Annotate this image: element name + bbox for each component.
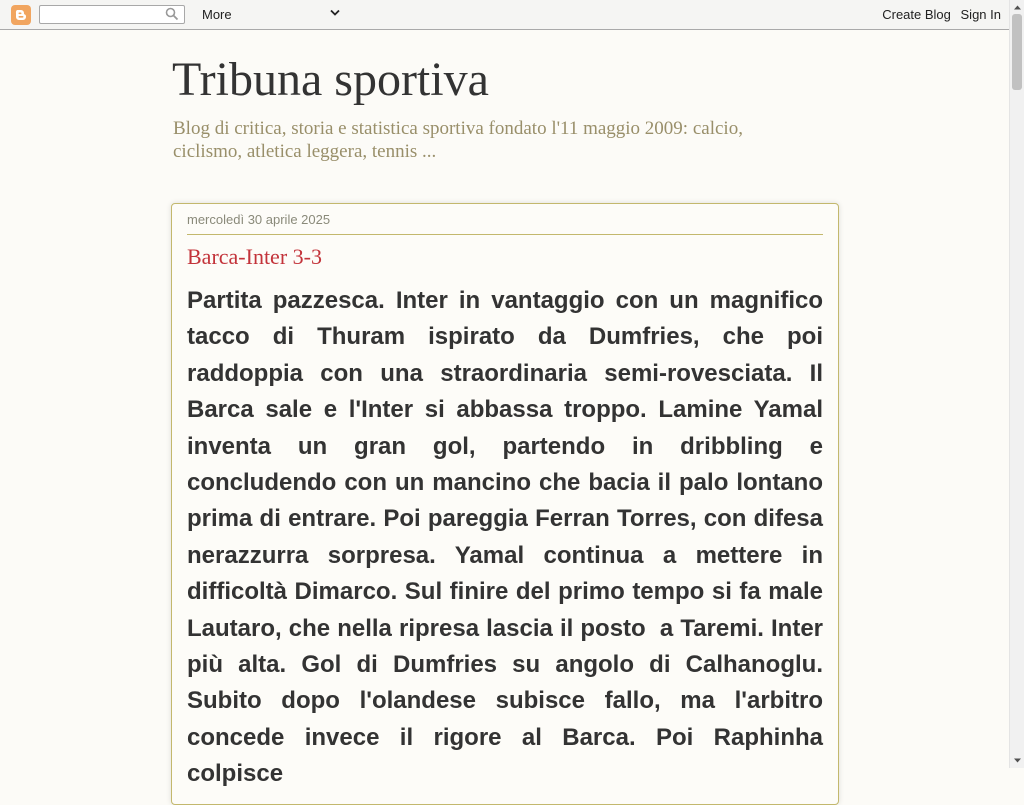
post-body: Partita pazzesca. Inter in vantaggio con un magnifico tacco di Thuram ispirato da Dumfries, che poi raddoppia con una straordinaria semi-rovesciata. Il Barca sale e l'Inter si abbassa troppo. Lamine Yamal inventa un gran gol, partendo in dribbling e concludendo con un mancino che bacia il palo lontano prima di entrare. Poi pareggia Ferran Torres, con difesa nerazzurra sorpresa. Yamal continua a mettere in difficoltà Dimarco. Sul finire del primo tempo si fa male Lautaro, che nella ripresa lascia il posto a Taremi. Inter più alta. Gol di Dumfries su angolo di Calhanoglu. Subito dopo l'olandese subisce fallo, ma l'arbitro concede invece il rigore al Barca. Poi Raphinha colpisce bbox=[187, 287, 830, 788]
scrollbar-thumb[interactable] bbox=[1012, 14, 1022, 90]
scroll-down-icon[interactable] bbox=[1013, 756, 1022, 765]
more-menu[interactable]: More bbox=[202, 7, 232, 22]
chevron-down-icon[interactable] bbox=[330, 9, 340, 17]
create-blog-link[interactable]: Create Blog bbox=[882, 7, 951, 22]
post-divider bbox=[187, 234, 823, 235]
blogger-navbar bbox=[0, 0, 1009, 30]
search-icon[interactable] bbox=[165, 7, 179, 21]
blog-title[interactable]: Tribuna sportiva bbox=[172, 53, 489, 106]
post-date: mercoledì 30 aprile 2025 bbox=[187, 212, 331, 227]
sign-in-link[interactable]: Sign In bbox=[960, 7, 1001, 22]
blog-description: Blog di critica, storia e statistica sportiva fondato l'11 maggio 2009: calcio, ciclismo, atletica leggera, tennis ... bbox=[173, 118, 743, 162]
navbar-right-links bbox=[876, 7, 1001, 22]
post-container bbox=[171, 203, 839, 805]
blogger-icon[interactable] bbox=[11, 5, 31, 25]
post-title[interactable]: Barca-Inter 3-3 bbox=[187, 244, 322, 269]
search-input[interactable] bbox=[39, 5, 185, 24]
scroll-up-icon[interactable] bbox=[1013, 3, 1022, 12]
page-scrollbar[interactable] bbox=[1009, 0, 1024, 768]
